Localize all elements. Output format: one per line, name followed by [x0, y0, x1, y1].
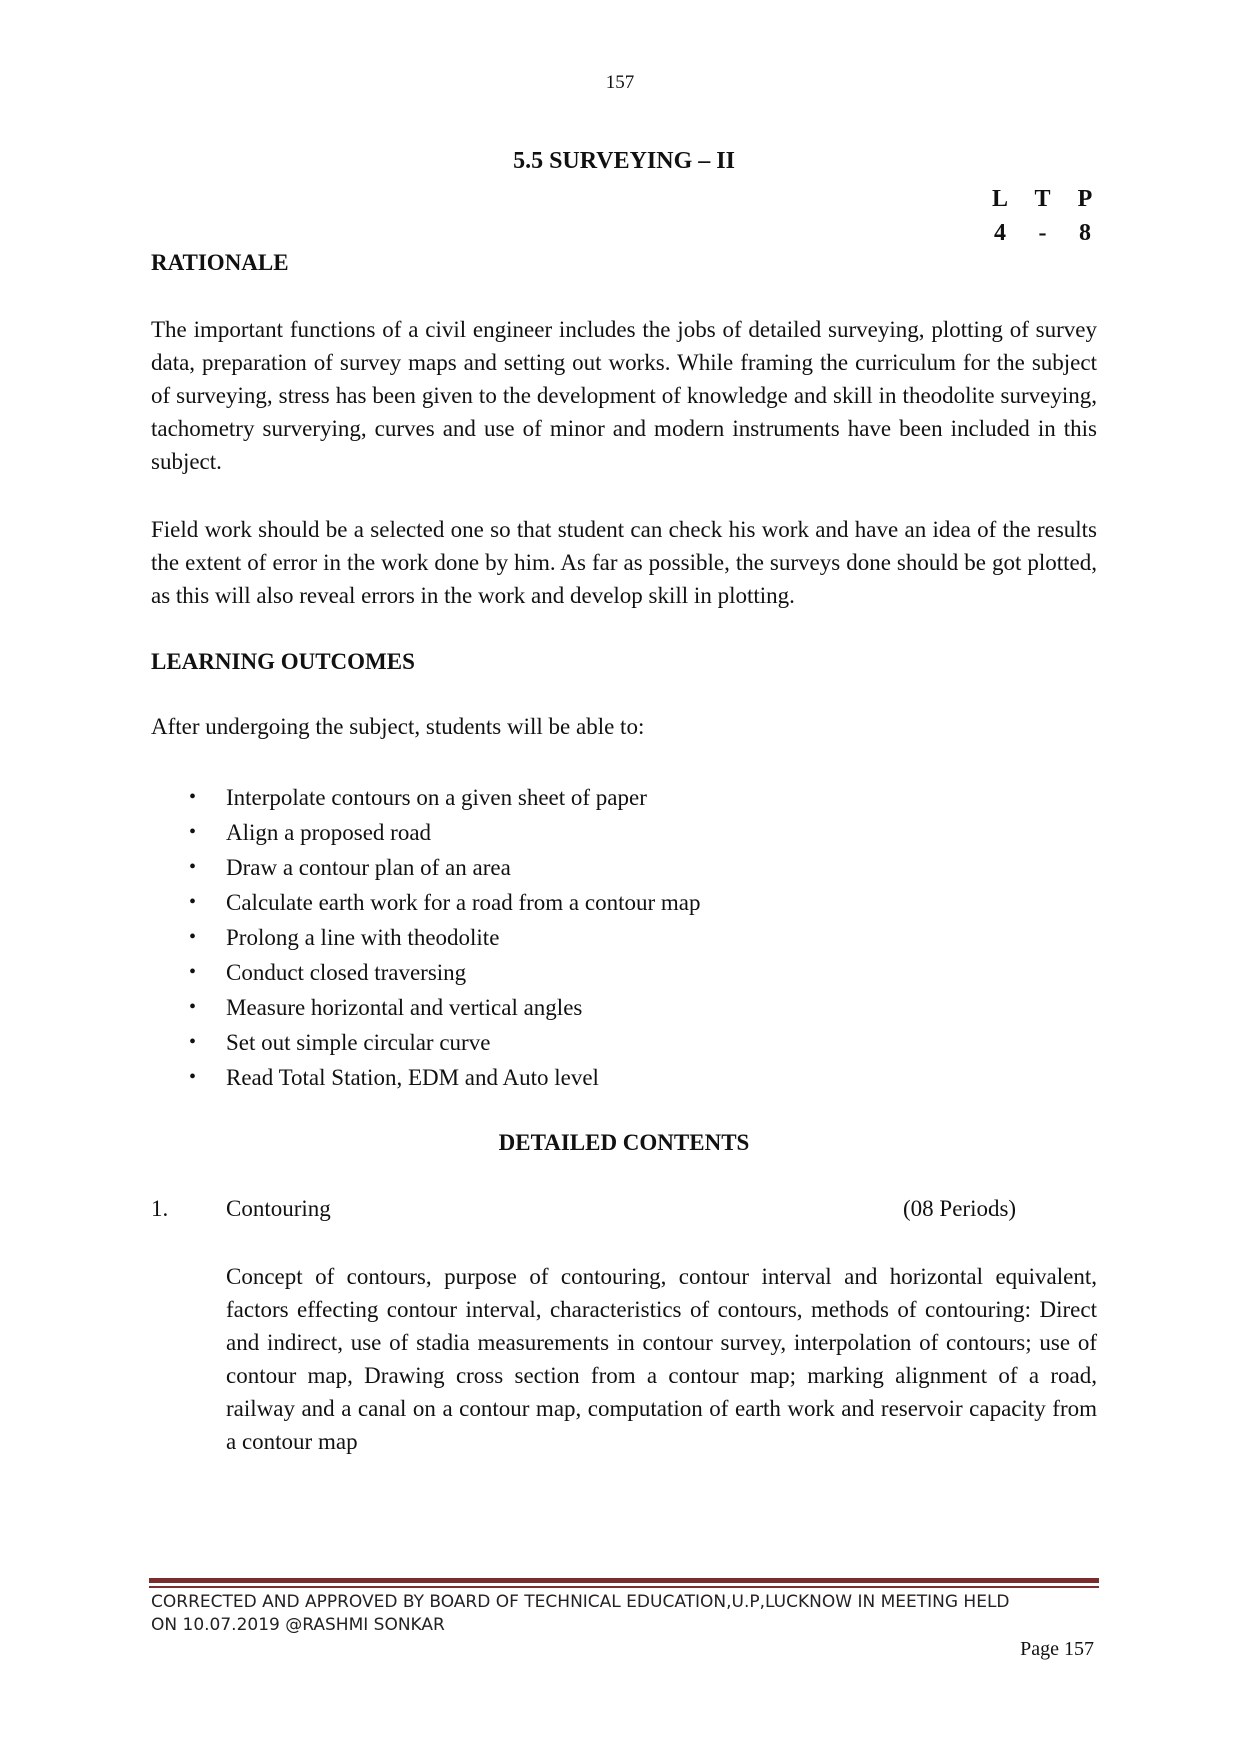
bullet-icon: • [189, 996, 197, 1018]
list-item-text: Align a proposed road [226, 820, 432, 845]
footer-note-line-1: CORRECTED AND APPROVED BY BOARD OF TECHNICAL EDUCATION,U.P,LUCKNOW IN MEETING HELD [151, 1592, 1010, 1612]
list-item-text: Measure horizontal and vertical angles [226, 995, 583, 1020]
list-item [151, 885, 1051, 920]
list-item [151, 1025, 1051, 1060]
bullet-icon: • [189, 821, 197, 843]
list-item [151, 955, 1051, 990]
bullet-icon: • [189, 856, 197, 878]
topic-periods: (08 Periods) [903, 1196, 1017, 1221]
bullet-icon: • [189, 1066, 197, 1088]
list-item [151, 850, 1051, 885]
list-item-text: Set out simple circular curve [226, 1030, 491, 1055]
list-item-text: Prolong a line with theodolite [226, 925, 500, 950]
bullet-icon: • [189, 926, 197, 948]
bullet-icon: • [189, 891, 197, 913]
ltp-value-row [985, 216, 1100, 250]
ltp-header-row [985, 182, 1100, 216]
ltp-value-p: 8 [1079, 220, 1091, 246]
list-item-text: Read Total Station, EDM and Auto level [226, 1065, 599, 1090]
list-item-text: Conduct closed traversing [226, 960, 467, 985]
bullet-icon: • [189, 786, 197, 808]
bullet-icon: • [189, 1031, 197, 1053]
list-item [151, 815, 1051, 850]
ltp-table [985, 182, 1100, 250]
ltp-value-t: - [1038, 220, 1047, 246]
detailed-contents-heading: DETAILED CONTENTS [498, 1130, 750, 1155]
course-title: 5.5 SURVEYING – II [513, 148, 735, 174]
learning-outcomes-intro: After undergoing the subject, students will be able to: [151, 714, 645, 739]
rationale-paragraph-1: The important functions of a civil engineer includes the jobs of detailed surveying, plotting of survey data, preparation of survey maps and setting out works. While framing the curriculum for the subject of surveying, stress has been given to the development of knowledge and skill in theodolite surveying, tachometry surverying, curves and use of minor and modern instruments have been included in this subject. [151, 317, 1097, 474]
list-item [151, 920, 1051, 955]
learning-outcomes-heading: LEARNING OUTCOMES [151, 649, 415, 674]
list-item [151, 780, 1051, 815]
topic-name: Contouring [226, 1196, 331, 1221]
list-item-text: Interpolate contours on a given sheet of paper [226, 785, 647, 810]
footer-rule-thick [149, 1578, 1099, 1583]
rationale-heading: RATIONALE [151, 250, 289, 275]
list-item-text: Draw a contour plan of an area [226, 855, 511, 880]
ltp-header-t: T [1034, 186, 1051, 212]
footer-page-label: Page 157 [1020, 1638, 1094, 1660]
topic-number: 1. [151, 1196, 169, 1221]
footer-note [151, 1591, 1101, 1637]
list-item [151, 990, 1051, 1025]
ltp-header-p: P [1077, 186, 1093, 212]
topic-description: Concept of contours, purpose of contouring, contour interval and horizontal equivalent, factors effecting contour interval, characteristics of contours, methods of contouring: Direct and indirect, use of stadia measurements in contour survey, interpolation of contours; use of contour map, Drawing cross section from a contour map; marking alignment of a road, railway and a canal on a contour map, computation of earth work and reservoir capacity from a contour map [226, 1264, 1097, 1454]
rationale-paragraph-2: Field work should be a selected one so that student can check his work and have an idea of the results the extent of error in the work done by him. As far as possible, the surveys done should be got plotted, as this will also reveal errors in the work and develop skill in plotting. [151, 517, 1097, 608]
footer-rule-thin [149, 1586, 1099, 1588]
page-number-top: 157 [605, 72, 635, 93]
learning-outcomes-list [151, 780, 1051, 1095]
ltp-header-l: L [991, 186, 1008, 212]
list-item-text: Calculate earth work for a road from a contour map [226, 890, 701, 915]
list-item [151, 1060, 1051, 1095]
ltp-value-l: 4 [994, 220, 1006, 246]
bullet-icon: • [189, 961, 197, 983]
footer-note-line-2: ON 10.07.2019 @RASHMI SONKAR [151, 1615, 445, 1635]
